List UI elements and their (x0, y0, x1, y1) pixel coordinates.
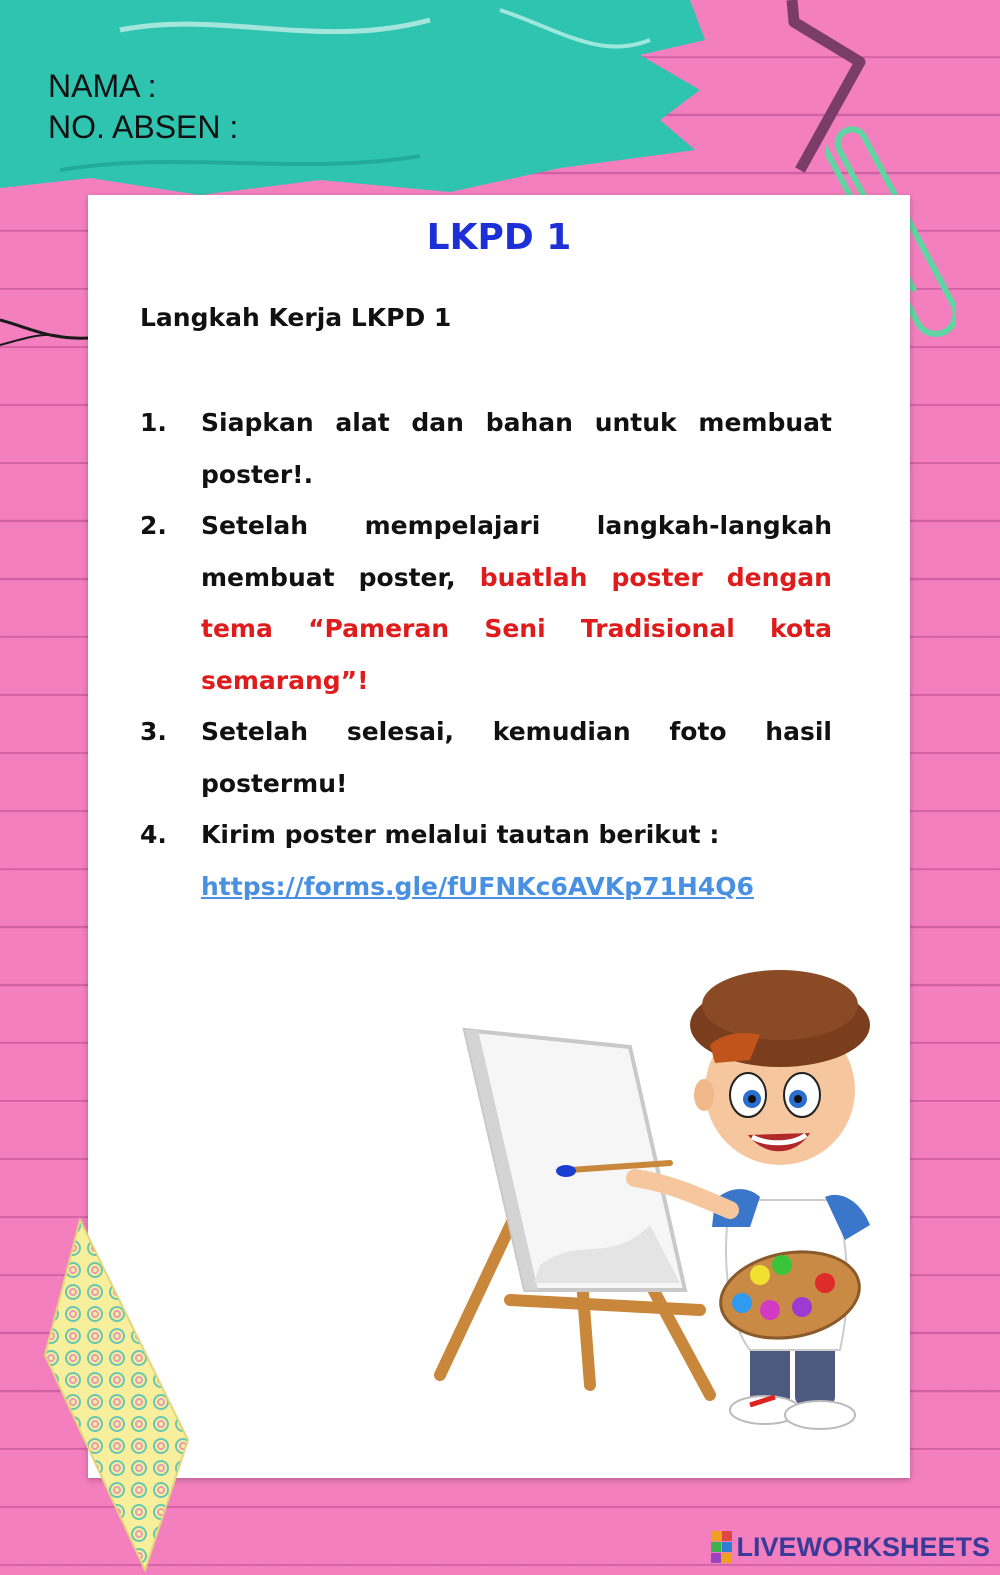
liveworksheets-logo-icon (711, 1531, 732, 1563)
step-text: Setelah mempelajari langkah-langkah membuat poster, (201, 511, 832, 592)
brand-label: LIVEWORKSHEETS (736, 1531, 990, 1562)
liveworksheets-brand (711, 1531, 990, 1563)
form-link[interactable]: https://forms.gle/fUFNKc6AVKp71H4Q6 (201, 871, 754, 901)
step-item (140, 809, 832, 912)
step-item (140, 500, 832, 706)
step-item (140, 397, 832, 500)
painter-boy-illustration (430, 965, 900, 1435)
step-text: Kirim poster melalui tautan berikut : (201, 820, 720, 849)
step-text: Siapkan alat dan bahan untuk membuat poster!. (201, 408, 832, 489)
name-label: NAMA : (48, 68, 157, 104)
step-number: 4. (140, 820, 167, 849)
step-list (140, 397, 832, 912)
washi-tape-icon (40, 1215, 200, 1575)
step-number: 3. (140, 717, 167, 746)
step-number: 1. (140, 408, 167, 437)
section-subtitle: Langkah Kerja LKPD 1 (140, 303, 452, 332)
step-highlight: buatlah poster dengan tema “Pameran Seni Tradisional kota semarang”! (201, 562, 832, 695)
student-fields (48, 66, 238, 148)
step-item (140, 706, 832, 809)
page-title: LKPD 1 (426, 217, 572, 258)
absen-label: NO. ABSEN : (48, 109, 239, 145)
step-text: Setelah selesai, kemudian foto hasil postermu! (201, 717, 832, 798)
step-number: 2. (140, 511, 167, 540)
